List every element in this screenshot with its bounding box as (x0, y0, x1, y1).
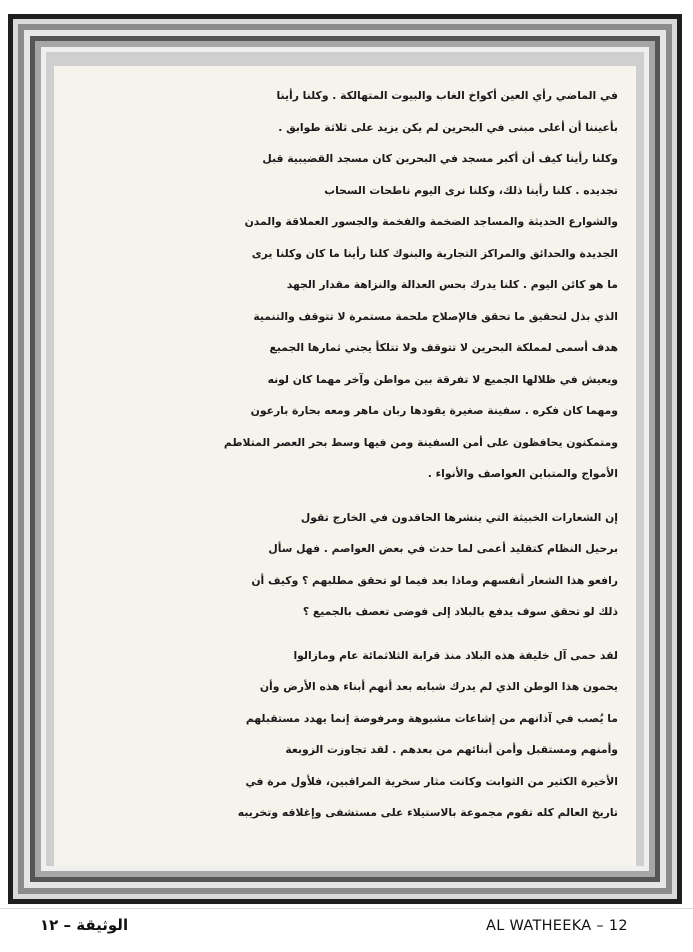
paragraph-3 (66, 640, 618, 829)
text-line: الأخيرة الكثير من الثوابت وكانت مثار سخرية المراقبين، فلأول مرة في (245, 774, 618, 788)
text-line: الذي بذل لتحقيق ما تحقق فالإصلاح ملحمة مستمرة لا تتوقف والتنمية (253, 309, 618, 323)
text-line: ذلك لو تحقق سوف يدفع بالبلاد إلى فوضى تعصف بالجميع ؟ (302, 605, 618, 618)
text-line: ومتمكنون يحافظون على أمن السفينة ومن فيها وسط بحر العصر المتلاطم (223, 435, 618, 449)
text-line: لقد حمى آل خليفة هذه البلاد منذ قرابة الثلاثمائة عام ومازالوا (293, 648, 618, 662)
text-line: وكلنا رأينا كيف أن أكبر مسجد في البحرين كان مسجد القضيبية قبل (262, 152, 618, 165)
text-line: في الماضي رأي العين أكواخ الغاب والبيوت المتهالكة . وكلنا رأينا (276, 89, 618, 102)
paragraph-gap (66, 490, 618, 502)
text-panel (54, 66, 636, 866)
text-line: الأمواج والمتباين العواصف والأنواء . (427, 467, 618, 480)
text-line: ما هو كائن اليوم . كلنا يدرك بحس العدالة والنزاهة مقدار الجهد (286, 278, 618, 291)
text-line: تجديده . كلنا رأينا ذلك، وكلنا نرى اليوم ناطحات السحاب (324, 183, 618, 197)
text-line: رافعو هذا الشعار أنفسهم وماذا بعد فيما لو تحقق مطلبهم ؟ وكيف أن (251, 573, 618, 587)
text-line: تاريخ العالم كله تقوم مجموعة بالاستيلاء على مستشفى وإغلاقه وتخريبه (237, 806, 618, 819)
text-line: بأعيننا أن أعلى مبنى في البحرين لم يكن يزيد على ثلاثة طوابق . (278, 120, 618, 134)
text-line: هدف أسمى لمملكة البحرين لا تتوقف ولا تتلكأ يجني ثمارها الجميع (269, 341, 618, 354)
paragraph-2 (66, 502, 618, 628)
text-line: ويعيش في ظلالها الجميع لا تفرقة بين مواطن وآخر مهما كان لونه (267, 372, 618, 386)
text-line: والشوارع الحديثة والمساجد الضخمة والفخمة والجسور العملاقة والمدن (244, 215, 618, 228)
text-line: الجديدة والحدائق والمراكز التجارية والبنوك كلنا رأينا ما كان وكلنا يرى (251, 246, 618, 260)
text-line: يحمون هذا الوطن الذي لم يدرك شبابه بعد أنهم أبناء هذه الأرض وأن (259, 680, 618, 693)
text-line: وأمنهم ومستقبل وأمن أبنائهم من بعدهم . لقد تجاوزت الزوبعة (285, 743, 618, 756)
footer-page-label-en: AL WATHEEKA – 12 (486, 918, 628, 934)
footer-page-label-ar: الوثيقة – ١٢ (40, 916, 129, 934)
page-border-frame (8, 14, 682, 904)
text-line: برحيل النظام كتقليد أعمى لما حدث في بعض العواصم . فهل سأل (268, 542, 618, 555)
text-line: ومهما كان فكره . سفينة صغيرة يقودها ربان ماهر ومعه بحارة بارعون (250, 404, 618, 417)
text-line: ما يُصب في آذانهم من إشاعات مشبوهة ومرفوضة إنما يهدد مستقبلهم (245, 711, 618, 725)
footer-divider (0, 908, 693, 909)
paragraph-1 (66, 80, 618, 490)
paragraph-gap (66, 628, 618, 640)
text-line: إن الشعارات الخبيثة التي ينشرها الحاقدون في الخارج تقول (300, 510, 618, 524)
